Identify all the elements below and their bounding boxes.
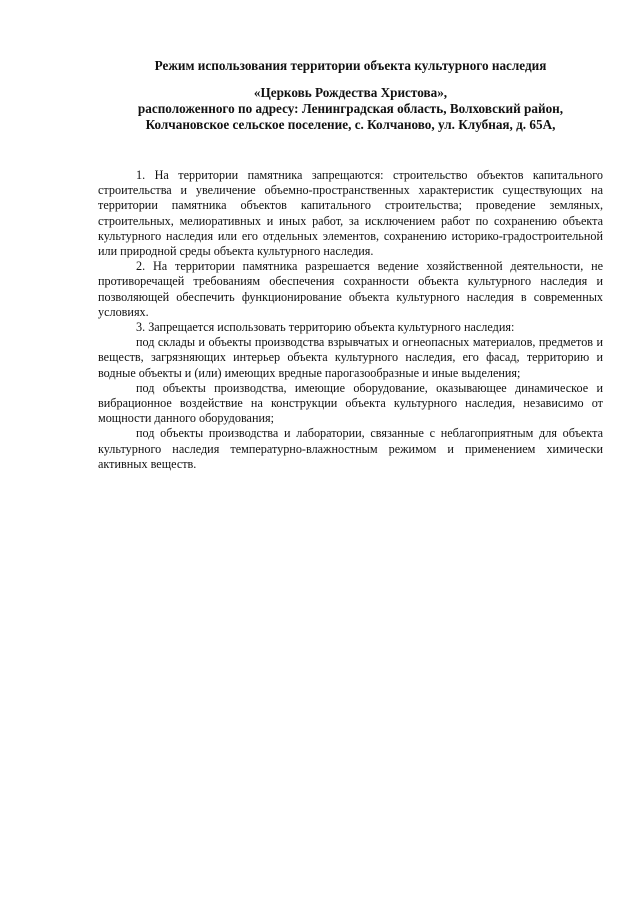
paragraph-warehouses: под склады и объекты производства взрывчатых и огнеопасных материалов, предметов и веществ, загрязняющих интерьер объекта культурного наследия, его фасад, территорию и водные объекты и (или) имеющих вредные парогазообразные и иные выделения; <box>98 335 603 380</box>
paragraph-prohibitions: 1. На территории памятника запрещаются: строительство объектов капитального строительства и увеличение объемно-пространственных характеристик существующих на территории памятника объектов капитального строительства; проведение земляных, строительных, мелиоративных и иных работ, за исключением работ по сохранению объекта культурного наследия или его отдельных элементов, сохранению историко-градостроительной или природной среды объекта культурного наследия. <box>98 168 603 259</box>
paragraph-use-restrictions: 3. Запрещается использовать территорию объекта культурного наследия: <box>136 320 515 335</box>
paragraph-laboratories: под объекты производства и лаборатории, связанные с неблагоприятным для объекта культурного наследия температурно-влажностным режимом и применением химически активных веществ. <box>98 426 603 471</box>
document-body <box>98 168 603 472</box>
object-name: «Церковь Рождества Христова», <box>253 85 448 100</box>
document-title: Режим использования территории объекта культурного наследия <box>154 58 547 73</box>
address-line-1: расположенного по адресу: Ленинградская область, Волховский район, <box>137 101 564 116</box>
paragraph-permissions: 2. На территории памятника разрешается ведение хозяйственной деятельности, не противоречащей требованиям обеспечения сохранности объекта культурного наследия и позволяющей обеспечить функционирование объекта культурного наследия в современных условиях. <box>98 259 603 319</box>
paragraph-vibration: под объекты производства, имеющие оборудование, оказывающее динамическое и вибрационное воздействие на конструкции объекта культурного наследия, независимо от мощности данного оборудования; <box>98 380 603 426</box>
address-line-2: Колчановское сельское поселение, с. Колчаново, ул. Клубная, д. 65А, <box>145 117 556 132</box>
document-page <box>98 58 603 472</box>
